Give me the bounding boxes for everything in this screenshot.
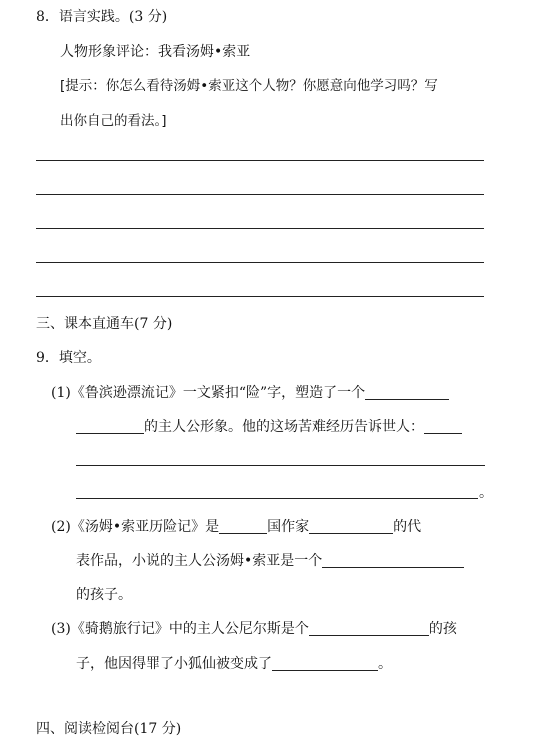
q9-item2-num: (2) xyxy=(51,519,71,535)
q9-item1-blank-2[interactable] xyxy=(424,419,462,434)
q9-item2-text-c: 的代 xyxy=(393,519,422,535)
section3-title: 三、课本直通车(7 分) xyxy=(36,316,173,332)
q9-item2-text-d: 表作品，小说的主人公汤姆•索亚是一个 xyxy=(76,553,323,569)
q9-item3-blank-2[interactable] xyxy=(272,656,378,671)
q9-item2-text-e: 的孩子。 xyxy=(76,587,132,603)
q9-item3-blank-1[interactable] xyxy=(309,621,429,636)
q9-item1-line2 xyxy=(76,418,462,436)
q9-item3-text-a: 《骑鹅旅行记》中的主人公尼尔斯是个 xyxy=(70,621,309,637)
q9-number: 9． xyxy=(36,350,59,366)
q8-title: 语言实践。(3 分) xyxy=(58,9,168,25)
answer-line-3[interactable] xyxy=(36,228,484,229)
section4-title: 四、阅读检阅台(17 分) xyxy=(36,721,182,737)
q9-item1-line1 xyxy=(51,384,449,402)
q9-item2-text-b: 国作家 xyxy=(267,519,310,535)
q9-item2-blank-author[interactable] xyxy=(309,519,393,534)
q9-item1-blank-line-1[interactable] xyxy=(76,465,485,466)
q9-item2-blank-country[interactable] xyxy=(219,519,267,534)
q9-item1-end: 。 xyxy=(479,485,493,501)
q8-hint-line1: [提示：你怎么看待汤姆•索亚这个人物？你愿意向他学习吗？写 xyxy=(60,78,438,94)
q9-heading xyxy=(36,349,101,367)
q9-item2-blank-trait[interactable] xyxy=(322,553,464,568)
q8-heading xyxy=(36,8,167,26)
q9-item3-line1 xyxy=(51,620,457,638)
q9-item2-text-a: 《汤姆•索亚历险记》是 xyxy=(70,519,220,535)
answer-line-2[interactable] xyxy=(36,194,484,195)
q8-subtitle: 人物形象评论：我看汤姆•索亚 xyxy=(60,44,251,60)
q9-item1-text-a: 《鲁滨逊漂流记》一文紧扣“险”字，塑造了一个 xyxy=(70,385,366,401)
q9-item2-line1 xyxy=(51,518,421,536)
q8-number: 8． xyxy=(36,9,59,25)
q9-item1-text-b: 的主人公形象。他的这场苦难经历告诉世人： xyxy=(144,419,424,435)
q8-hint-line2: 出你自己的看法。] xyxy=(60,113,167,129)
q9-item3-line2 xyxy=(76,655,392,673)
q9-item3-text-b: 的孩 xyxy=(428,621,457,637)
q9-item3-text-d: 。 xyxy=(378,656,392,672)
q9-item3-num: (3) xyxy=(51,621,71,637)
q9-item1-blank-line-2[interactable] xyxy=(76,498,478,499)
q9-item2-line2 xyxy=(76,552,464,570)
answer-line-4[interactable] xyxy=(36,262,484,263)
q9-item3-text-c: 子，他因得罪了小狐仙被变成了 xyxy=(76,656,272,672)
q9-title: 填空。 xyxy=(58,350,101,366)
answer-line-1[interactable] xyxy=(36,160,484,161)
q9-item1-blank-1b[interactable] xyxy=(76,419,144,434)
q9-item1-blank-1[interactable] xyxy=(365,385,449,400)
answer-line-5[interactable] xyxy=(36,296,484,297)
q9-item1-num: (1) xyxy=(51,385,71,401)
